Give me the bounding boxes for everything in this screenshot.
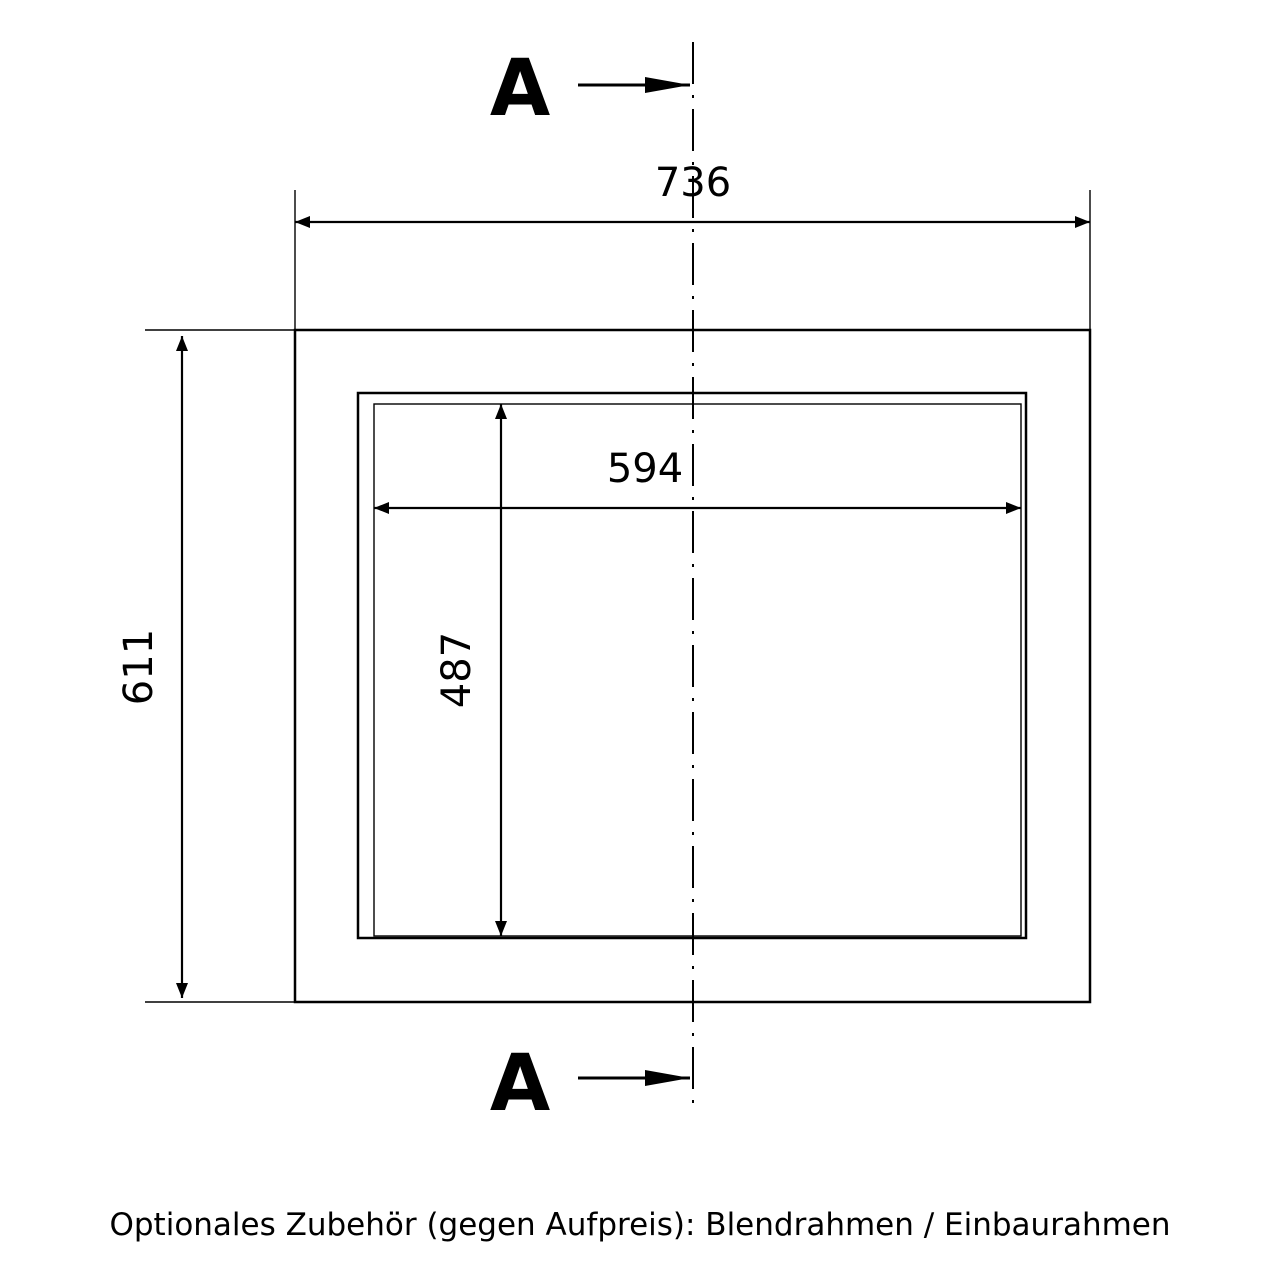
dimension-outer-height-label: 611: [116, 628, 162, 706]
section-mark-top: [490, 44, 690, 134]
dimension-inner-height: [434, 404, 501, 936]
drawing-caption: Optionales Zubehör (gegen Aufpreis): Blendrahmen / Einbaurahmen: [109, 1207, 1171, 1243]
dimension-inner-height-label: 487: [434, 631, 480, 709]
section-mark-bottom: [490, 1039, 690, 1129]
dimension-outer-width-label: 736: [654, 160, 732, 206]
dimension-inner-width-label: 594: [606, 446, 684, 492]
section-mark-top-letter: A: [489, 44, 551, 134]
dimension-outer-height: [116, 336, 182, 998]
dimension-inner-width: [374, 446, 1021, 508]
extension-lines: [145, 190, 1090, 1002]
section-mark-bottom-letter: A: [489, 1039, 551, 1129]
